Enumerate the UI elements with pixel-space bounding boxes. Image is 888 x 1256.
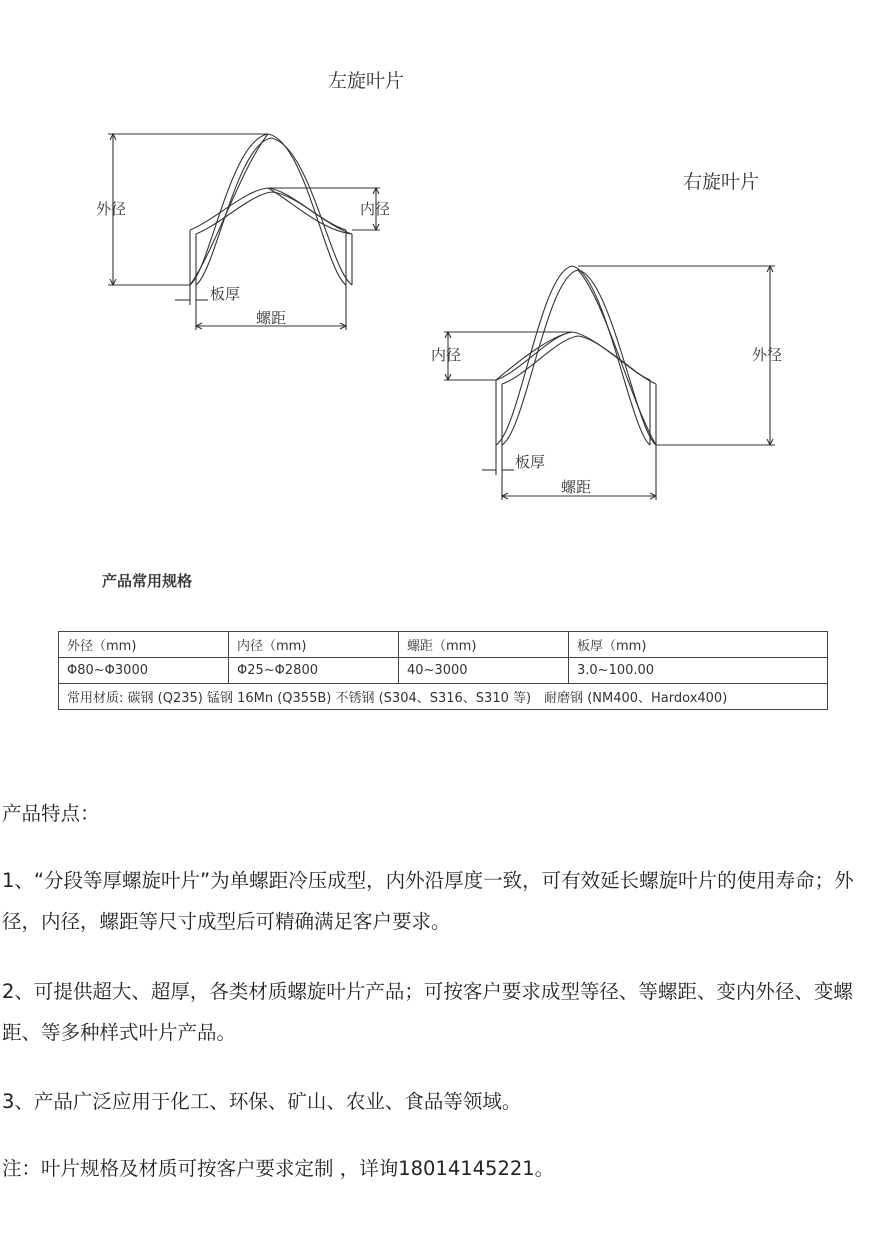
right-blade-shape bbox=[496, 266, 656, 445]
spec-header-cell: 外径（mm) bbox=[59, 632, 229, 658]
left-blade-title: 左旋叶片 bbox=[328, 70, 405, 92]
spec-section-title: 产品常用规格 bbox=[102, 572, 193, 590]
spec-header-cell: 内径（mm) bbox=[229, 632, 399, 658]
spec-header-row bbox=[59, 632, 828, 658]
spec-materials-row bbox=[59, 684, 828, 710]
blade-diagram bbox=[0, 0, 888, 560]
spec-value-cell: 3.0~100.00 bbox=[569, 658, 828, 684]
spec-value-cell: 40~3000 bbox=[399, 658, 569, 684]
left-inner-diameter-label: 内径 bbox=[360, 200, 391, 218]
right-inner-diameter-label: 内径 bbox=[431, 346, 462, 364]
left-thickness-dimension bbox=[175, 285, 208, 305]
spec-value-row bbox=[59, 658, 828, 684]
blade-diagram-drawing bbox=[0, 0, 888, 560]
contact-note: 注：叶片规格及材质可按客户要求定制 ，详询18014145221。 bbox=[2, 1157, 555, 1180]
spec-header-cell: 板厚（mm) bbox=[569, 632, 828, 658]
spec-header-cell: 螺距（mm) bbox=[399, 632, 569, 658]
left-outer-diameter-label: 外径 bbox=[96, 200, 127, 218]
spec-materials-cell: 常用材质: 碳钢 (Q235) 锰钢 16Mn (Q355B) 不锈钢 (S304、S316、S310 等) 耐磨钢 (NM400、Hardox400) bbox=[59, 684, 828, 710]
feature-item: 3、产品广泛应用于化工、环保、矿山、农业、食品等领域。 bbox=[2, 1090, 522, 1113]
spec-value-cell: Φ25~Φ2800 bbox=[229, 658, 399, 684]
feature-item: 1、“分段等厚螺旋叶片”为单螺距冷压成型，内外沿厚度一致，可有效延长螺旋叶片的使用寿命；外径，内径，螺距等尺寸成型后可精确满足客户要求。 bbox=[2, 869, 854, 933]
spec-table bbox=[58, 631, 828, 710]
left-thickness-label: 板厚 bbox=[210, 285, 241, 303]
right-pitch-label: 螺距 bbox=[561, 478, 592, 496]
left-blade-shape bbox=[190, 134, 352, 285]
right-blade-title: 右旋叶片 bbox=[683, 171, 760, 193]
features-heading: 产品特点： bbox=[2, 802, 100, 825]
right-thickness-label: 板厚 bbox=[515, 453, 546, 471]
left-pitch-label: 螺距 bbox=[256, 309, 287, 327]
spec-value-cell: Φ80~Φ3000 bbox=[59, 658, 229, 684]
right-outer-diameter-label: 外径 bbox=[752, 346, 783, 364]
feature-item: 2、可提供超大、超厚，各类材质螺旋叶片产品；可按客户要求成型等径、等螺距、变内外径、变螺距、等多种样式叶片产品。 bbox=[2, 980, 853, 1044]
right-thickness-dimension bbox=[482, 445, 514, 475]
right-outer-dimension bbox=[578, 266, 775, 445]
